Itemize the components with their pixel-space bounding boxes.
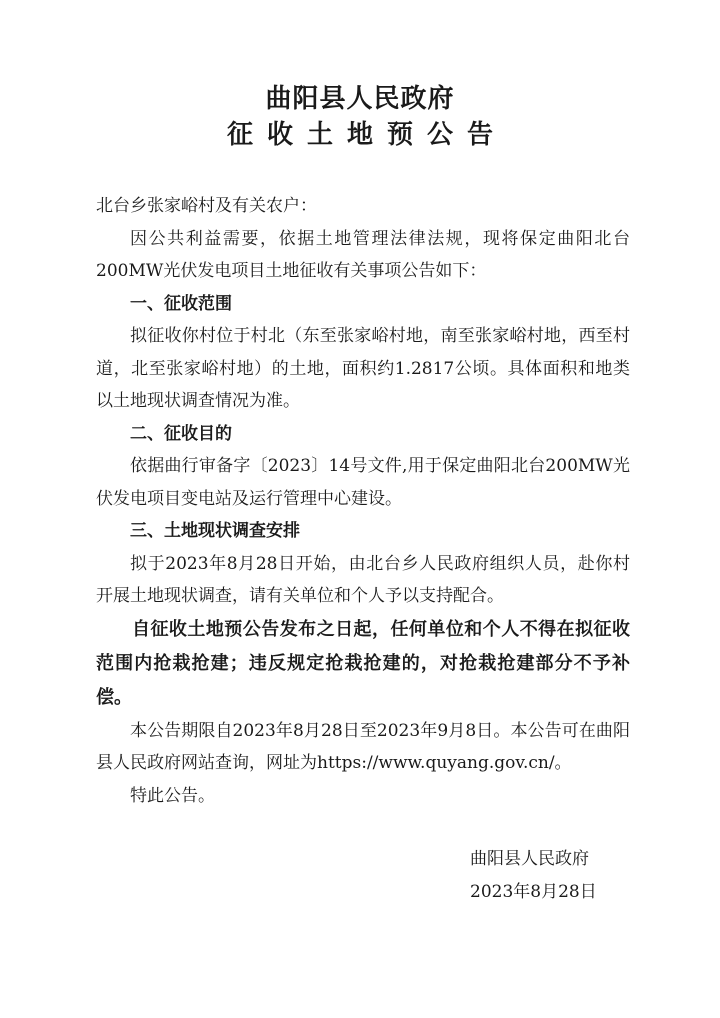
intro-paragraph: 因公共利益需要，依据土地管理法律法规，现将保定曲阳北台200MW光伏发电项目土地征收有关事项公告如下： xyxy=(96,228,630,281)
section-heading-scope: 一、征收范围 xyxy=(130,293,232,314)
section-text-scope: 拟征收你村位于村北（东至张家峪村地，南至张家峪村地，西至村道，北至张家峪村地）的土地，面积约1.2817公顷。具体面积和地类以土地现状调查情况为准。 xyxy=(96,326,630,411)
period-paragraph: 本公告期限自2023年8月28日至2023年9月8日。本公告可在曲阳县人民政府网站查询，网址为https://www.quyang.gov.cn/。 xyxy=(96,720,630,773)
document-title-notice: 征收土地预公告 xyxy=(226,120,507,150)
section-heading-purpose: 二、征收目的 xyxy=(130,423,232,444)
section-text-survey: 拟于2023年8月28日开始，由北台乡人民政府组织人员，赴你村开展土地现状调查，请有关单位和个人予以支持配合。 xyxy=(96,553,630,606)
notice-body xyxy=(96,190,630,812)
salutation: 北台乡张家峪村及有关农户： xyxy=(96,196,317,216)
closing-line: 特此公告。 xyxy=(130,785,215,806)
section-text-purpose: 依据曲行审备字〔2023〕14号文件,用于保定曲阳北台200MW光伏发电项目变电站及运行管理中心建设。 xyxy=(96,456,630,509)
signature-date: 2023年8月28日 xyxy=(470,882,597,902)
bold-notice-paragraph: 自征收土地预公告发布之日起，任何单位和个人不得在拟征收范围内抢栽抢建；违反规定抢栽抢建的，对抢栽抢建部分不予补偿。 xyxy=(96,618,630,708)
section-heading-survey: 三、土地现状调查安排 xyxy=(130,521,300,541)
document-title-authority: 曲阳县人民政府 xyxy=(265,84,455,114)
signature-organization: 曲阳县人民政府 xyxy=(470,849,589,869)
